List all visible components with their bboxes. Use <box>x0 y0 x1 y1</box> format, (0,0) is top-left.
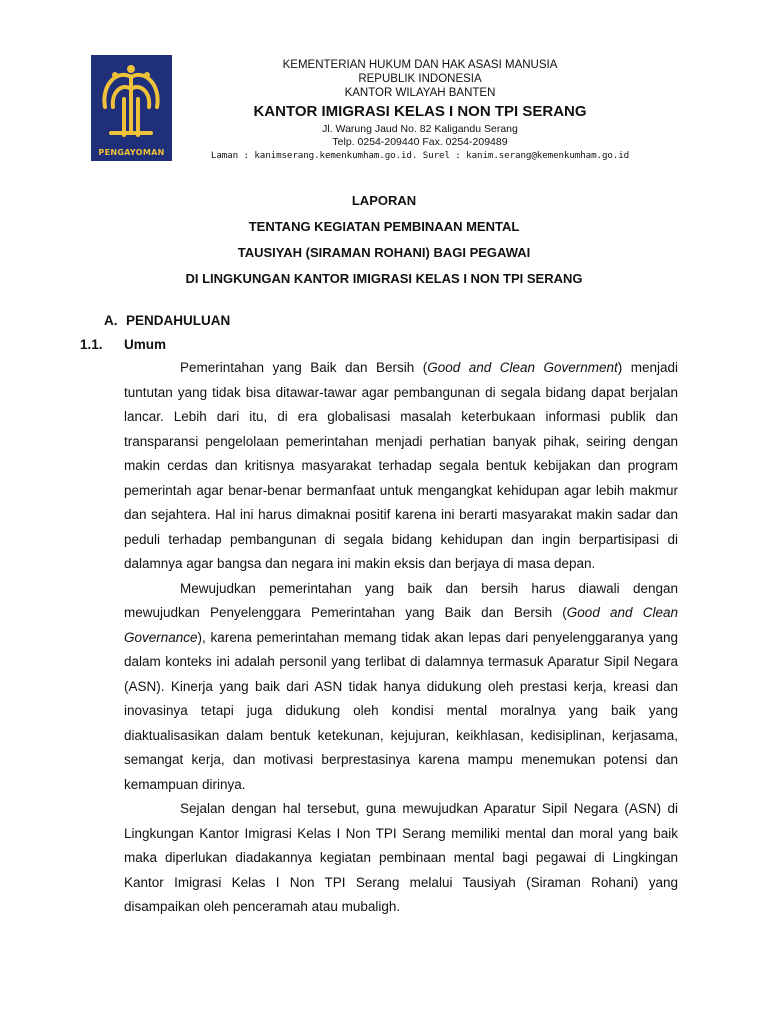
ministry-name: KEMENTERIAN HUKUM DAN HAK ASASI MANUSIA <box>282 59 558 71</box>
report-title-line: LAPORAN <box>351 193 417 208</box>
office-name: KANTOR IMIGRASI KELAS I NON TPI SERANG <box>253 103 587 120</box>
logo-text: PENGAYOMAN <box>98 148 165 157</box>
body-text <box>124 356 678 920</box>
paragraph: Sejalan dengan hal tersebut, guna mewujudkan Aparatur Sipil Negara (ASN) di Lingkungan Kantor Imigrasi Kelas I Non TPI Serang memiliki mental dan moral yang baik maka diperlukan diadakannya kegiatan pembinaan mental bagi pegawai di Lingkingan Kantor Imigrasi Kelas I Non TPI Serang melalui Tausiyah (Siraman Rohani) yang disampaikan oleh penceramah atau mubaligh. <box>124 801 678 914</box>
report-title-line: DI LINGKUNGAN KANTOR IMIGRASI KELAS I NON TPI SERANG <box>185 271 583 286</box>
report-title-block <box>0 188 768 292</box>
subsection-heading: Umum <box>124 337 167 352</box>
emphasis-text: Good and Clean Governance <box>124 605 678 645</box>
office-web-email: Laman : kanimserang.kemenkumham.go.id. Surel : kanim.serang@kemenkumham.go.id <box>210 150 630 161</box>
section-label: A. <box>104 313 118 328</box>
letterhead-text <box>180 58 660 162</box>
subsection-number: 1.1. <box>80 337 103 352</box>
letterhead <box>0 0 768 175</box>
emphasis-text: Good and Clean Government <box>427 360 618 375</box>
office-address: Jl. Warung Jaud No. 82 Kaligandu Serang <box>322 123 518 135</box>
section-heading: PENDAHULUAN <box>126 313 231 328</box>
pengayoman-logo <box>91 55 172 161</box>
report-title-line: TENTANG KEGIATAN PEMBINAAN MENTAL <box>248 219 520 234</box>
paragraph: Pemerintahan yang Baik dan Bersih (Good and Clean Government) menjadi tuntutan yang tidak bisa ditawar-tawar agar pembangunan di segala bidang dapat berjalan lancar. Lebih dari itu, di era globalisasi masalah keterbukaan informasi publik dan transparansi pengelolaan pemerintahan menjadi perhatian banyak pihak, seiring dengan makin cerdas dan kritisnya masyarakat terhadap segala bentuk kebijakan dan program pemerintah agar benar-benar bermanfaat untuk mengangkat kehidupan agar lebih makmur dan sejahtera. Hal ini harus dimaknai positif karena ini berarti masyarakat makin sadar dan peduli terhadap pembangunan di segala bidang kehidupan dan ingin berpartisipasi di dalamnya agar bangsa dan negara ini makin eksis dan berjaya di masa depan. <box>124 360 678 571</box>
paragraph: Mewujudkan pemerintahan yang baik dan bersih harus diawali dengan mewujudkan Penyelenggara Pemerintahan yang Baik dan Bersih (Good and Clean Governance), karena pemerintahan memang tidak akan lepas dari penyelenggaranya yang dalam konteks ini adalah personil yang terlibat di dalamnya termasuk Aparatur Sipil Negara (ASN). Kinerja yang baik dari ASN tidak hanya didukung oleh prestasi kerja, kreasi dan inovasinya tetapi juga didukung oleh kondisi mental moralnya yang baik yang diaktualisasikan dalam bentuk ketekunan, kejujuran, keikhlasan, kedisiplinan, kerjasama, semangat kerja, dan motivasi berprestasinya karena mampu menemukan potensi dan kemampuan dirinya. <box>124 580 678 792</box>
office-phone: Telp. 0254-209440 Fax. 0254-209489 <box>332 136 508 148</box>
regional-office: KANTOR WILAYAH BANTEN <box>344 87 496 99</box>
country-name: REPUBLIK INDONESIA <box>358 73 482 85</box>
report-title-line: TAUSIYAH (SIRAMAN ROHANI) BAGI PEGAWAI <box>237 245 531 260</box>
banyan-tree-icon <box>91 55 172 147</box>
